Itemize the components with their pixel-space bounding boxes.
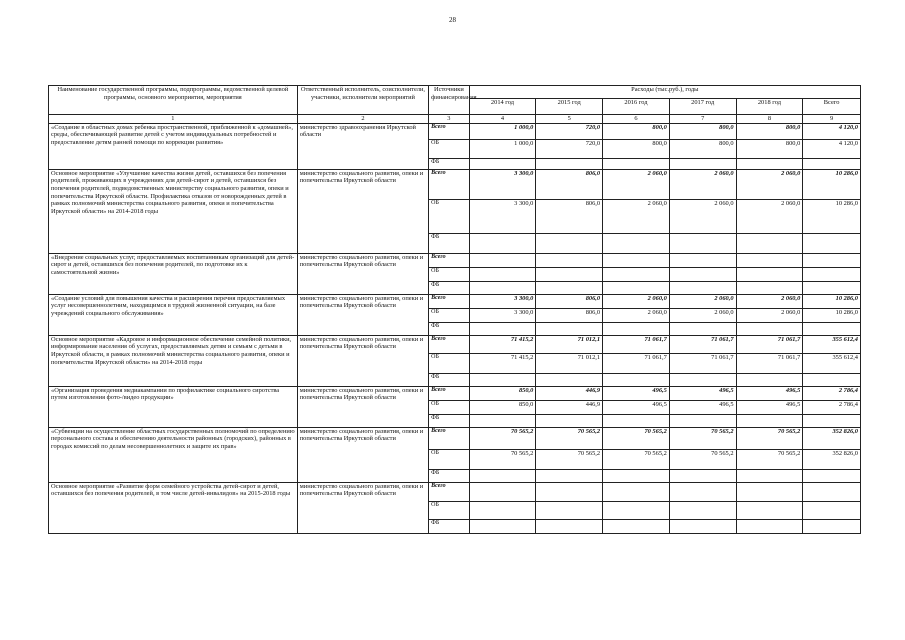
- amount-cell: 496,5: [736, 400, 803, 414]
- amount-cell: 806,0: [536, 294, 603, 308]
- activity-name: «Создание условий для повышения качества и расширения перечня предоставляемых услуг несовершеннолетним, находящимся в трудной жизненной ситуации, на базе учреждений социального обслуживания»: [49, 294, 298, 335]
- amount-cell: [536, 267, 603, 281]
- funding-source: ФБ: [429, 469, 469, 482]
- amount-cell: 2 060,0: [603, 308, 670, 322]
- amount-cell: 806,0: [536, 169, 603, 199]
- amount-cell: [536, 482, 603, 501]
- amount-cell: [736, 233, 803, 253]
- amount-cell: [736, 281, 803, 294]
- amount-cell: 71 061,7: [603, 353, 670, 373]
- amount-cell: 71 061,7: [603, 335, 670, 353]
- header-year: 2014 год: [469, 99, 536, 115]
- header-year: 2015 год: [536, 99, 603, 115]
- header-expenses: Расходы (тыс.руб.), годы: [469, 86, 860, 99]
- amount-cell: 71 061,7: [736, 353, 803, 373]
- amount-total-cell: 355 612,4: [803, 335, 861, 353]
- funding-source: Всего: [429, 335, 469, 353]
- amount-total-cell: 2 786,4: [803, 400, 861, 414]
- amount-cell: 70 565,2: [669, 427, 736, 449]
- header-executor: Ответственный исполнитель, соисполнители, участники, исполнители мероприятий: [297, 86, 428, 115]
- amount-cell: [603, 253, 670, 267]
- table-row: [49, 386, 861, 400]
- funding-source: Всего: [429, 482, 469, 501]
- amount-cell: 70 565,2: [536, 449, 603, 469]
- table-row: [49, 482, 861, 501]
- amount-cell: 71 061,7: [669, 353, 736, 373]
- amount-cell: 70 565,2: [603, 427, 670, 449]
- table-row: [49, 335, 861, 353]
- amount-cell: [469, 414, 536, 427]
- amount-cell: 3 300,0: [469, 308, 536, 322]
- amount-cell: 2 060,0: [603, 169, 670, 199]
- activity-name: Основное мероприятие «Улучшение качества жизни детей, оставшихся без попечения родителей, проживающих в учреждениях для детей-сирот и детей, оставшихся без попечения родителей, подведомственных министерству социального развития, опеки и попечительства Иркутской области. Профилактика отказов от новорожденных детей в рамках полномочий министерства социального развития, опеки и попечительства Иркутской области» на 2014-2018 годы: [49, 169, 298, 253]
- amount-cell: [736, 469, 803, 482]
- amount-cell: 3 300,0: [469, 169, 536, 199]
- amount-cell: [469, 373, 536, 386]
- amount-cell: [736, 253, 803, 267]
- amount-total-cell: [803, 158, 861, 169]
- amount-total-cell: 10 286,0: [803, 308, 861, 322]
- amount-cell: [669, 281, 736, 294]
- header-year: 2016 год: [603, 99, 670, 115]
- page-number: 28: [449, 16, 456, 24]
- amount-cell: [736, 322, 803, 335]
- amount-cell: 720,0: [536, 139, 603, 158]
- amount-cell: 70 565,2: [536, 427, 603, 449]
- activity-name: «Создание в областных домах ребенка пространственной, приближенной к «домашней», среды, обеспечивающей развитие детей с учетом индивидуальных потребностей и предоставление детям ранней помощи по коррекции развития»: [49, 123, 298, 169]
- amount-cell: [536, 281, 603, 294]
- amount-cell: [536, 373, 603, 386]
- amount-cell: 720,0: [536, 123, 603, 139]
- amount-cell: [669, 158, 736, 169]
- amount-cell: [603, 158, 670, 169]
- header-year: 2018 год: [736, 99, 803, 115]
- amount-cell: 806,0: [536, 308, 603, 322]
- amount-total-cell: [803, 501, 861, 519]
- amount-cell: 3 300,0: [469, 294, 536, 308]
- column-number: 7: [669, 115, 736, 124]
- amount-cell: 1 000,0: [469, 123, 536, 139]
- amount-cell: [603, 373, 670, 386]
- column-number: 9: [803, 115, 861, 124]
- activity-executor: министерство социального развития, опеки и попечительства Иркутской области: [297, 482, 428, 533]
- amount-cell: [469, 519, 536, 533]
- amount-cell: [536, 414, 603, 427]
- amount-cell: [603, 414, 670, 427]
- amount-cell: 2 060,0: [669, 308, 736, 322]
- amount-cell: [669, 233, 736, 253]
- amount-total-cell: [803, 267, 861, 281]
- amount-cell: [469, 322, 536, 335]
- funding-source: ОБ: [429, 308, 469, 322]
- amount-cell: [536, 322, 603, 335]
- amount-cell: [603, 267, 670, 281]
- funding-source: ОБ: [429, 199, 469, 233]
- activity-name: «Организация проведения медиакампании по профилактике социального сиротства путем изготовления фото-/видео продукции»: [49, 386, 298, 427]
- amount-cell: [536, 158, 603, 169]
- amount-cell: 2 060,0: [736, 294, 803, 308]
- amount-cell: 800,0: [603, 123, 670, 139]
- amount-cell: [736, 267, 803, 281]
- amount-cell: 2 060,0: [669, 199, 736, 233]
- amount-cell: 496,5: [736, 386, 803, 400]
- amount-cell: [669, 373, 736, 386]
- activity-executor: министерство социального развития, опеки и попечительства Иркутской области: [297, 294, 428, 335]
- activity-executor: министерство социального развития, опеки и попечительства Иркутской области: [297, 335, 428, 386]
- column-number: 1: [49, 115, 298, 124]
- amount-cell: [736, 519, 803, 533]
- budget-table: [48, 85, 861, 534]
- funding-source: Всего: [429, 123, 469, 139]
- amount-cell: [536, 519, 603, 533]
- amount-cell: 446,9: [536, 386, 603, 400]
- amount-total-cell: [803, 281, 861, 294]
- amount-cell: [669, 501, 736, 519]
- amount-cell: [736, 158, 803, 169]
- amount-total-cell: 355 612,4: [803, 353, 861, 373]
- amount-total-cell: [803, 469, 861, 482]
- amount-total-cell: [803, 482, 861, 501]
- amount-cell: 2 060,0: [736, 169, 803, 199]
- activity-executor: министерство социального развития, опеки и попечительства Иркутской области: [297, 386, 428, 427]
- amount-cell: [469, 501, 536, 519]
- amount-total-cell: 10 286,0: [803, 199, 861, 233]
- header-source: Источники финансирования: [429, 86, 469, 115]
- funding-source: Всего: [429, 386, 469, 400]
- column-number: 5: [536, 115, 603, 124]
- funding-source: ФБ: [429, 414, 469, 427]
- amount-cell: 70 565,2: [469, 427, 536, 449]
- amount-cell: 496,5: [603, 386, 670, 400]
- funding-source: ОБ: [429, 449, 469, 469]
- funding-source: ФБ: [429, 281, 469, 294]
- amount-cell: 71 012,1: [536, 335, 603, 353]
- amount-cell: 2 060,0: [603, 199, 670, 233]
- amount-cell: [469, 233, 536, 253]
- amount-cell: 2 060,0: [736, 308, 803, 322]
- amount-total-cell: [803, 253, 861, 267]
- header-name: Наименование государственной программы, подпрограммы, ведомственной целевой программы, основного мероприятия, мероприятия: [49, 86, 298, 115]
- table-row: [49, 123, 861, 139]
- amount-cell: 71 415,2: [469, 353, 536, 373]
- amount-cell: [736, 373, 803, 386]
- table-row: [49, 169, 861, 199]
- funding-source: Всего: [429, 253, 469, 267]
- amount-cell: 70 565,2: [736, 427, 803, 449]
- amount-cell: [469, 158, 536, 169]
- activity-name: «Внедрение социальных услуг, предоставляемых воспитанникам организаций для детей-сирот и детей, оставшихся без попечения родителей, по подготовке их к самостоятельной жизни»: [49, 253, 298, 294]
- activity-name: «Субвенции на осуществление областных государственных полномочий по определению персонального состава и обеспечению деятельности районных (городских), районных в городах комиссий по делам несовершеннолетних и защите их прав»: [49, 427, 298, 482]
- funding-source: ФБ: [429, 519, 469, 533]
- amount-cell: [469, 469, 536, 482]
- amount-cell: [669, 253, 736, 267]
- header-year-total: Всего: [803, 99, 861, 115]
- activity-executor: министерство здравоохранения Иркутской области: [297, 123, 428, 169]
- amount-cell: 2 060,0: [736, 199, 803, 233]
- amount-cell: [536, 469, 603, 482]
- column-number-row: [49, 115, 861, 124]
- amount-cell: [736, 482, 803, 501]
- column-number: 6: [603, 115, 670, 124]
- column-number: 8: [736, 115, 803, 124]
- amount-cell: [603, 501, 670, 519]
- funding-source: Всего: [429, 169, 469, 199]
- amount-cell: [603, 519, 670, 533]
- amount-cell: [669, 322, 736, 335]
- amount-cell: 850,0: [469, 386, 536, 400]
- funding-source: ОБ: [429, 400, 469, 414]
- amount-cell: [536, 233, 603, 253]
- table-row: [49, 294, 861, 308]
- amount-cell: 850,0: [469, 400, 536, 414]
- amount-cell: 2 060,0: [603, 294, 670, 308]
- activity-executor: министерство социального развития, опеки и попечительства Иркутской области: [297, 169, 428, 253]
- table-row: [49, 253, 861, 267]
- header-year: 2017 год: [669, 99, 736, 115]
- amount-cell: 800,0: [736, 123, 803, 139]
- amount-cell: [669, 469, 736, 482]
- amount-cell: 800,0: [736, 139, 803, 158]
- column-number: 3: [429, 115, 469, 124]
- amount-cell: 70 565,2: [669, 449, 736, 469]
- funding-source: ОБ: [429, 139, 469, 158]
- funding-source: ФБ: [429, 373, 469, 386]
- amount-total-cell: 10 286,0: [803, 169, 861, 199]
- amount-total-cell: [803, 373, 861, 386]
- amount-cell: [536, 501, 603, 519]
- activity-name: Основное мероприятие «Развитие форм семейного устройства детей-сирот и детей, оставшихся без попечения родителей, в том числе детей-инвалидов» на 2015-2018 годы: [49, 482, 298, 533]
- amount-cell: 496,5: [603, 400, 670, 414]
- amount-cell: 71 012,1: [536, 353, 603, 373]
- amount-cell: 2 060,0: [669, 294, 736, 308]
- table-row: [49, 427, 861, 449]
- amount-total-cell: [803, 519, 861, 533]
- amount-cell: [469, 281, 536, 294]
- column-number: 2: [297, 115, 428, 124]
- activity-name: Основное мероприятие «Кадровое и информационное обеспечение семейной политики, информирование населения об услугах, предоставляемых детям и семьям с детьми в Иркутской области, в рамках полномочий министерства социального развития, опеки и попечительства Иркутской области» на 2014-2018 годы: [49, 335, 298, 386]
- activity-executor: министерство социального развития, опеки и попечительства Иркутской области: [297, 427, 428, 482]
- funding-source: ОБ: [429, 267, 469, 281]
- amount-total-cell: 2 786,4: [803, 386, 861, 400]
- amount-cell: [603, 322, 670, 335]
- amount-cell: 800,0: [603, 139, 670, 158]
- funding-source: ФБ: [429, 322, 469, 335]
- amount-cell: 2 060,0: [669, 169, 736, 199]
- amount-cell: 496,5: [669, 386, 736, 400]
- amount-total-cell: [803, 414, 861, 427]
- funding-source: ФБ: [429, 158, 469, 169]
- activity-executor: министерство социального развития, опеки и попечительства Иркутской области: [297, 253, 428, 294]
- amount-cell: [536, 253, 603, 267]
- amount-cell: [603, 469, 670, 482]
- amount-cell: 70 565,2: [603, 449, 670, 469]
- amount-cell: [603, 281, 670, 294]
- amount-cell: [469, 253, 536, 267]
- amount-cell: [736, 501, 803, 519]
- funding-source: ФБ: [429, 233, 469, 253]
- column-number: 4: [469, 115, 536, 124]
- funding-source: ОБ: [429, 353, 469, 373]
- amount-total-cell: 4 120,0: [803, 123, 861, 139]
- amount-cell: 3 300,0: [469, 199, 536, 233]
- amount-cell: 446,9: [536, 400, 603, 414]
- amount-cell: [669, 414, 736, 427]
- amount-total-cell: [803, 233, 861, 253]
- amount-cell: [469, 267, 536, 281]
- funding-source: Всего: [429, 294, 469, 308]
- amount-cell: 806,0: [536, 199, 603, 233]
- amount-cell: 71 061,7: [669, 335, 736, 353]
- amount-cell: 800,0: [669, 139, 736, 158]
- amount-total-cell: [803, 322, 861, 335]
- funding-source: ОБ: [429, 501, 469, 519]
- amount-cell: 496,5: [669, 400, 736, 414]
- amount-cell: [736, 414, 803, 427]
- amount-total-cell: 352 826,0: [803, 449, 861, 469]
- amount-cell: [669, 519, 736, 533]
- amount-cell: [603, 482, 670, 501]
- amount-total-cell: 4 120,0: [803, 139, 861, 158]
- amount-cell: [669, 267, 736, 281]
- amount-cell: 71 061,7: [736, 335, 803, 353]
- amount-total-cell: 352 826,0: [803, 427, 861, 449]
- amount-cell: 71 415,2: [469, 335, 536, 353]
- amount-cell: 70 565,2: [736, 449, 803, 469]
- amount-cell: [603, 233, 670, 253]
- amount-cell: [469, 482, 536, 501]
- amount-total-cell: 10 286,0: [803, 294, 861, 308]
- amount-cell: 800,0: [669, 123, 736, 139]
- amount-cell: 1 000,0: [469, 139, 536, 158]
- funding-source: Всего: [429, 427, 469, 449]
- amount-cell: [669, 482, 736, 501]
- amount-cell: 70 565,2: [469, 449, 536, 469]
